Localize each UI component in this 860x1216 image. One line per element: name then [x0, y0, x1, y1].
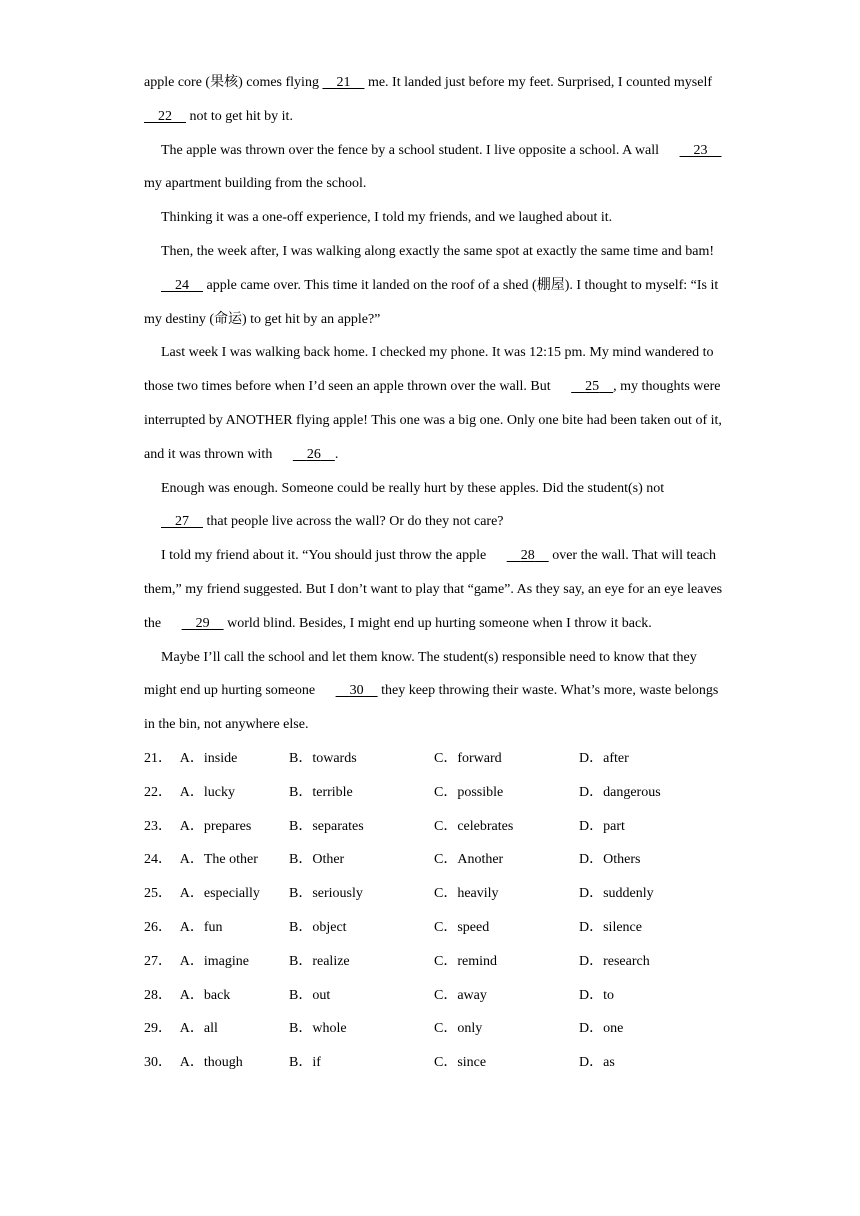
- question-number: 23．: [144, 818, 172, 834]
- option-a: A．fun: [179, 919, 223, 935]
- passage-paragraph: [144, 539, 724, 640]
- option-b: B．towards: [289, 750, 357, 766]
- option-d: D．research: [579, 953, 650, 969]
- option-a: A．The other: [179, 852, 258, 868]
- passage-paragraph: [144, 472, 724, 540]
- option-d: D．as: [579, 1055, 615, 1071]
- paragraph-text: Thinking it was a one-off experience, I told my friends, and we laughed about it.: [161, 210, 613, 226]
- paragraph-text: me. It landed just before my feet. Surprised, I counted myself: [364, 75, 713, 90]
- option-a: A．though: [179, 1055, 243, 1071]
- paragraph-text: my apartment building from the school.: [144, 176, 367, 192]
- option-b: B．terrible: [289, 784, 353, 800]
- fill-in-blank: [144, 505, 203, 539]
- paragraph-text: Maybe I’ll call the school and let them know. The student(s) responsible need to know that they might end up hurting someone: [144, 649, 697, 699]
- option-c: C．remind: [434, 953, 497, 969]
- passage-paragraph: [144, 641, 724, 742]
- blank-number: 22: [158, 108, 172, 124]
- paragraph-text: apple came over. This time it landed on the roof of a shed (棚屋). I thought to myself: “Is it my destiny (命运) to get hit by an apple?”: [144, 277, 719, 327]
- paragraph-text: not to get hit by it.: [186, 108, 293, 124]
- option-d: D．after: [579, 750, 629, 766]
- option-d: D．to: [579, 987, 614, 1003]
- question-number: 30．: [144, 1055, 172, 1071]
- paragraph-text: The apple was thrown over the fence by a school student. I live opposite a school. A wall: [161, 142, 663, 158]
- question-row: [144, 843, 724, 877]
- question-row: [144, 742, 724, 776]
- option-b: B．Other: [289, 852, 345, 868]
- option-d: D．one: [579, 1021, 624, 1037]
- question-number: 21．: [144, 750, 172, 766]
- blank-number: 23: [693, 142, 708, 158]
- passage-paragraph: [144, 134, 724, 202]
- paragraph-text: Then, the week after, I was walking along exactly the same spot at exactly the same time and bam!: [161, 243, 715, 259]
- blank-number: 27: [175, 514, 189, 530]
- question-number: 24．: [144, 852, 172, 868]
- blank-number: 30: [349, 683, 364, 699]
- question-number: 27．: [144, 953, 172, 969]
- blank-number: 24: [175, 277, 189, 293]
- fill-in-blank: [663, 134, 722, 168]
- reading-passage: [144, 66, 724, 742]
- fill-in-blank: [165, 607, 224, 641]
- option-b: B．whole: [289, 1021, 347, 1037]
- fill-in-blank: [144, 100, 186, 134]
- blank-number: 28: [520, 548, 535, 564]
- fill-in-blank: [322, 66, 364, 100]
- option-b: B．object: [289, 919, 347, 935]
- passage-paragraph: [144, 235, 724, 336]
- paragraph-text: , my thoughts were interrupted by ANOTHER flying apple! This one was a big one. Only one bite had been taken out of it, and it was thrown with: [144, 379, 722, 462]
- option-c: C．only: [434, 1021, 483, 1037]
- passage-paragraph: [144, 201, 724, 235]
- option-b: B．if: [289, 1055, 321, 1071]
- option-c: C．possible: [434, 784, 504, 800]
- option-c: C．away: [434, 987, 487, 1003]
- option-b: B．out: [289, 987, 331, 1003]
- paragraph-text: world blind. Besides, I might end up hurting someone when I throw it back.: [223, 615, 652, 631]
- option-a: A．imagine: [179, 953, 249, 969]
- fill-in-blank: [319, 674, 378, 708]
- option-a: A．especially: [179, 886, 260, 902]
- question-row: [144, 877, 724, 911]
- option-c: C．Another: [434, 852, 504, 868]
- question-row: [144, 911, 724, 945]
- fill-in-blank: [490, 539, 549, 573]
- question-row: [144, 810, 724, 844]
- document-page: [144, 66, 724, 1080]
- option-d: D．suddenly: [579, 886, 654, 902]
- question-row: [144, 776, 724, 810]
- fill-in-blank: [144, 269, 203, 303]
- paragraph-text: that people live across the wall? Or do they not care?: [203, 514, 504, 530]
- question-number: 29．: [144, 1021, 172, 1037]
- question-number: 26．: [144, 919, 172, 935]
- paragraph-text: over the wall. That will teach them,” my friend suggested. But I don’t want to play that “game”. As they say, an eye for an eye leaves the: [144, 548, 723, 631]
- option-c: C．since: [434, 1055, 487, 1071]
- question-number: 22．: [144, 784, 172, 800]
- answer-options: [144, 742, 724, 1080]
- passage-paragraph: [144, 66, 724, 134]
- fill-in-blank: [276, 438, 335, 472]
- paragraph-text: they keep throwing their waste. What’s more, waste belongs in the bin, not anywhere else.: [144, 683, 719, 733]
- blank-number: 25: [585, 379, 600, 395]
- option-d: D．dangerous: [579, 784, 661, 800]
- question-row: [144, 1012, 724, 1046]
- paragraph-text: Enough was enough. Someone could be really hurt by these apples. Did the student(s) not: [161, 480, 665, 496]
- blank-number: 26: [306, 446, 321, 462]
- option-c: C．speed: [434, 919, 490, 935]
- option-b: B．separates: [289, 818, 364, 834]
- option-a: A．inside: [179, 750, 238, 766]
- option-a: A．all: [179, 1021, 218, 1037]
- paragraph-text: .: [334, 446, 339, 462]
- option-d: D．silence: [579, 919, 642, 935]
- option-c: C．forward: [434, 750, 502, 766]
- blank-number: 29: [195, 615, 210, 631]
- option-a: A．prepares: [179, 818, 252, 834]
- question-number: 28．: [144, 987, 172, 1003]
- option-c: C．celebrates: [434, 818, 514, 834]
- option-a: A．lucky: [179, 784, 235, 800]
- question-row: [144, 1046, 724, 1080]
- question-row: [144, 979, 724, 1013]
- question-row: [144, 945, 724, 979]
- option-b: B．realize: [289, 953, 350, 969]
- fill-in-blank: [554, 370, 613, 404]
- option-d: D．Others: [579, 852, 641, 868]
- passage-paragraph: [144, 336, 724, 471]
- paragraph-text: apple core (果核) comes flying: [144, 75, 323, 90]
- blank-number: 21: [336, 75, 351, 90]
- option-b: B．seriously: [289, 886, 363, 902]
- option-c: C．heavily: [434, 886, 499, 902]
- paragraph-text: Last week I was walking back home. I checked my phone. It was 12:15 pm. My mind wandered to those two times before when I’d seen an apple thrown over the wall. But: [144, 345, 714, 395]
- paragraph-text: I told my friend about it. “You should just throw the apple: [161, 548, 490, 564]
- option-a: A．back: [179, 987, 231, 1003]
- option-d: D．part: [579, 818, 625, 834]
- question-number: 25．: [144, 886, 172, 902]
